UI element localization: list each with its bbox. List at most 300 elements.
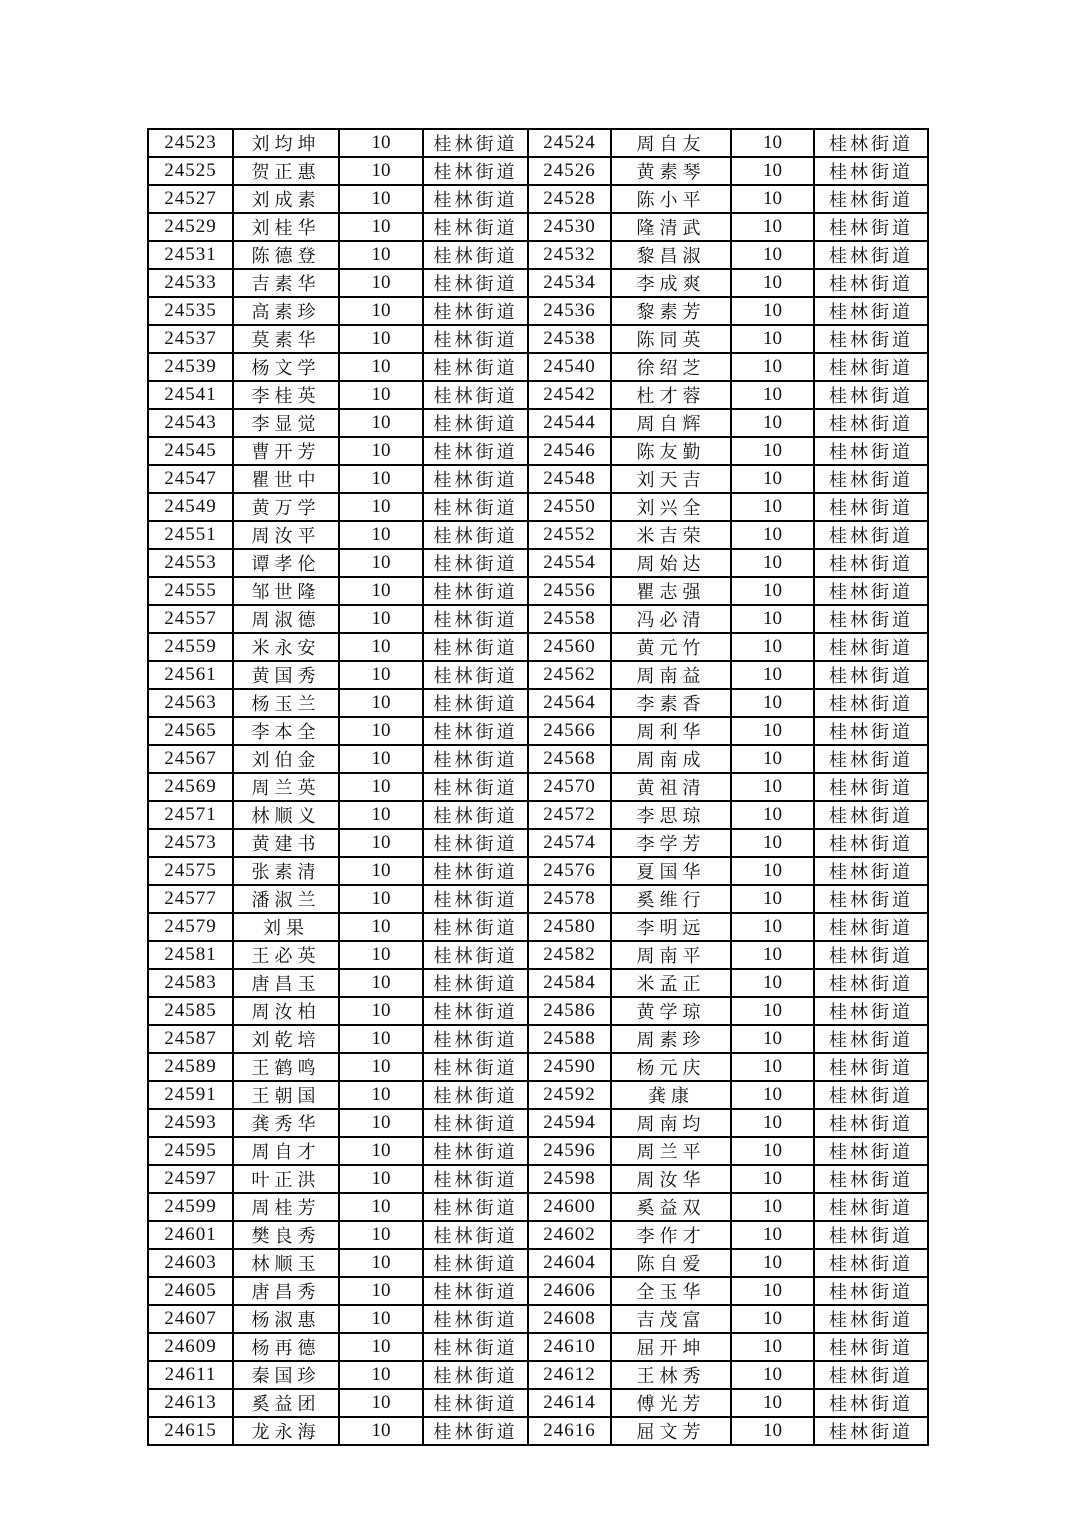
entry-value-cell: 10 — [731, 213, 814, 241]
entry-id-cell: 24552 — [528, 521, 611, 549]
entry-name-cell: 王朝国 — [233, 1081, 339, 1109]
entry-value-cell: 10 — [731, 1109, 814, 1137]
entry-value-cell: 10 — [339, 1389, 423, 1417]
entry-id-cell: 24526 — [528, 157, 611, 185]
entry-name-cell: 唐昌秀 — [233, 1277, 339, 1305]
entry-street-cell: 桂林街道 — [423, 1277, 528, 1305]
table-row — [148, 969, 928, 997]
entry-value-cell: 10 — [731, 633, 814, 661]
entry-street-cell: 桂林街道 — [423, 269, 528, 297]
entry-street-cell: 桂林街道 — [423, 605, 528, 633]
entry-street-cell: 桂林街道 — [814, 829, 928, 857]
entry-street-cell: 桂林街道 — [423, 801, 528, 829]
entry-street-cell: 桂林街道 — [814, 1221, 928, 1249]
entry-street-cell: 桂林街道 — [814, 941, 928, 969]
entry-name-cell: 奚益团 — [233, 1389, 339, 1417]
entry-value-cell: 10 — [339, 269, 423, 297]
entry-value-cell: 10 — [339, 997, 423, 1025]
entry-name-cell: 隆清武 — [611, 213, 731, 241]
entry-value-cell: 10 — [731, 577, 814, 605]
entry-street-cell: 桂林街道 — [814, 493, 928, 521]
entry-name-cell: 刘成素 — [233, 185, 339, 213]
table-row — [148, 325, 928, 353]
entry-value-cell: 10 — [339, 549, 423, 577]
entry-name-cell: 李作才 — [611, 1221, 731, 1249]
entry-id-cell: 24558 — [528, 605, 611, 633]
entry-id-cell: 24557 — [148, 605, 233, 633]
entry-street-cell: 桂林街道 — [423, 381, 528, 409]
entry-value-cell: 10 — [339, 1221, 423, 1249]
entry-id-cell: 24577 — [148, 885, 233, 913]
entry-street-cell: 桂林街道 — [423, 213, 528, 241]
entry-name-cell: 刘伯金 — [233, 745, 339, 773]
entry-value-cell: 10 — [339, 1109, 423, 1137]
entry-id-cell: 24611 — [148, 1361, 233, 1389]
table-row — [148, 493, 928, 521]
entry-street-cell: 桂林街道 — [423, 353, 528, 381]
table-row — [148, 997, 928, 1025]
entry-id-cell: 24525 — [148, 157, 233, 185]
entry-value-cell: 10 — [731, 1053, 814, 1081]
entry-name-cell: 黄学琼 — [611, 997, 731, 1025]
entry-name-cell: 周素珍 — [611, 1025, 731, 1053]
entry-id-cell: 24556 — [528, 577, 611, 605]
entry-id-cell: 24540 — [528, 353, 611, 381]
entry-value-cell: 10 — [339, 325, 423, 353]
entry-value-cell: 10 — [731, 1137, 814, 1165]
table-row — [148, 1165, 928, 1193]
entry-name-cell: 米孟正 — [611, 969, 731, 997]
entry-id-cell: 24600 — [528, 1193, 611, 1221]
table-row — [148, 241, 928, 269]
entry-value-cell: 10 — [339, 241, 423, 269]
table-row — [148, 885, 928, 913]
entry-id-cell: 24548 — [528, 465, 611, 493]
entry-value-cell: 10 — [731, 325, 814, 353]
entry-value-cell: 10 — [731, 353, 814, 381]
entry-value-cell: 10 — [731, 1361, 814, 1389]
entry-value-cell: 10 — [339, 969, 423, 997]
entry-name-cell: 张素清 — [233, 857, 339, 885]
entry-name-cell: 屈开坤 — [611, 1333, 731, 1361]
entry-name-cell: 周自辉 — [611, 409, 731, 437]
entry-street-cell: 桂林街道 — [814, 465, 928, 493]
table-row — [148, 1249, 928, 1277]
entry-street-cell: 桂林街道 — [423, 1333, 528, 1361]
entry-value-cell: 10 — [731, 801, 814, 829]
entry-name-cell: 贺正惠 — [233, 157, 339, 185]
entry-name-cell: 瞿世中 — [233, 465, 339, 493]
entry-street-cell: 桂林街道 — [423, 129, 528, 157]
table-row — [148, 269, 928, 297]
entry-id-cell: 24569 — [148, 773, 233, 801]
entry-id-cell: 24581 — [148, 941, 233, 969]
entry-value-cell: 10 — [731, 129, 814, 157]
entry-value-cell: 10 — [339, 829, 423, 857]
entry-street-cell: 桂林街道 — [814, 129, 928, 157]
entry-street-cell: 桂林街道 — [423, 1249, 528, 1277]
entry-street-cell: 桂林街道 — [814, 353, 928, 381]
entry-value-cell: 10 — [731, 1305, 814, 1333]
entry-name-cell: 周兰英 — [233, 773, 339, 801]
entry-street-cell: 桂林街道 — [814, 773, 928, 801]
entry-street-cell: 桂林街道 — [423, 913, 528, 941]
entry-name-cell: 叶正洪 — [233, 1165, 339, 1193]
entry-id-cell: 24539 — [148, 353, 233, 381]
entry-value-cell: 10 — [731, 381, 814, 409]
entry-id-cell: 24585 — [148, 997, 233, 1025]
entry-name-cell: 樊良秀 — [233, 1221, 339, 1249]
entry-value-cell: 10 — [731, 185, 814, 213]
entry-name-cell: 徐绍芝 — [611, 353, 731, 381]
entry-value-cell: 10 — [731, 689, 814, 717]
entry-name-cell: 米吉荣 — [611, 521, 731, 549]
entry-value-cell: 10 — [731, 745, 814, 773]
entry-name-cell: 龚秀华 — [233, 1109, 339, 1137]
entry-id-cell: 24572 — [528, 801, 611, 829]
table-row — [148, 1193, 928, 1221]
entry-name-cell: 高素珍 — [233, 297, 339, 325]
entry-street-cell: 桂林街道 — [423, 157, 528, 185]
entry-value-cell: 10 — [731, 605, 814, 633]
entry-id-cell: 24562 — [528, 661, 611, 689]
entry-street-cell: 桂林街道 — [814, 1053, 928, 1081]
entry-id-cell: 24613 — [148, 1389, 233, 1417]
entry-street-cell: 桂林街道 — [814, 1361, 928, 1389]
entry-value-cell: 10 — [339, 773, 423, 801]
entry-name-cell: 周始达 — [611, 549, 731, 577]
entry-id-cell: 24530 — [528, 213, 611, 241]
entry-id-cell: 24586 — [528, 997, 611, 1025]
entry-value-cell: 10 — [731, 157, 814, 185]
entry-name-cell: 刘乾培 — [233, 1025, 339, 1053]
table-row — [148, 577, 928, 605]
entry-id-cell: 24549 — [148, 493, 233, 521]
entry-value-cell: 10 — [339, 857, 423, 885]
entry-value-cell: 10 — [339, 1193, 423, 1221]
table-row — [148, 633, 928, 661]
entry-value-cell: 10 — [731, 1389, 814, 1417]
entry-value-cell: 10 — [731, 549, 814, 577]
entry-name-cell: 黄万学 — [233, 493, 339, 521]
table-row — [148, 801, 928, 829]
entry-id-cell: 24589 — [148, 1053, 233, 1081]
entry-street-cell: 桂林街道 — [423, 969, 528, 997]
entry-id-cell: 24528 — [528, 185, 611, 213]
entry-street-cell: 桂林街道 — [423, 493, 528, 521]
entry-name-cell: 米永安 — [233, 633, 339, 661]
entry-id-cell: 24565 — [148, 717, 233, 745]
entry-name-cell: 杨再德 — [233, 1333, 339, 1361]
entry-id-cell: 24590 — [528, 1053, 611, 1081]
table-row — [148, 1361, 928, 1389]
entry-value-cell: 10 — [731, 241, 814, 269]
entry-street-cell: 桂林街道 — [814, 325, 928, 353]
entry-id-cell: 24583 — [148, 969, 233, 997]
entry-name-cell: 杨文学 — [233, 353, 339, 381]
entry-id-cell: 24555 — [148, 577, 233, 605]
entry-value-cell: 10 — [339, 885, 423, 913]
table-row — [148, 1109, 928, 1137]
entry-name-cell: 陈同英 — [611, 325, 731, 353]
entry-name-cell: 周南益 — [611, 661, 731, 689]
entry-value-cell: 10 — [731, 1165, 814, 1193]
entry-id-cell: 24612 — [528, 1361, 611, 1389]
entry-street-cell: 桂林街道 — [423, 633, 528, 661]
entry-street-cell: 桂林街道 — [423, 521, 528, 549]
entry-name-cell: 李明远 — [611, 913, 731, 941]
entry-id-cell: 24546 — [528, 437, 611, 465]
entry-value-cell: 10 — [731, 1333, 814, 1361]
entry-id-cell: 24597 — [148, 1165, 233, 1193]
entry-street-cell: 桂林街道 — [423, 465, 528, 493]
entry-street-cell: 桂林街道 — [814, 997, 928, 1025]
entry-name-cell: 陈德登 — [233, 241, 339, 269]
entry-id-cell: 24591 — [148, 1081, 233, 1109]
table-row — [148, 521, 928, 549]
entry-street-cell: 桂林街道 — [423, 689, 528, 717]
entry-name-cell: 奚维行 — [611, 885, 731, 913]
entry-id-cell: 24544 — [528, 409, 611, 437]
entry-street-cell: 桂林街道 — [423, 577, 528, 605]
entry-street-cell: 桂林街道 — [814, 857, 928, 885]
entry-name-cell: 刘兴全 — [611, 493, 731, 521]
entry-id-cell: 24536 — [528, 297, 611, 325]
entry-street-cell: 桂林街道 — [814, 745, 928, 773]
entry-value-cell: 10 — [339, 493, 423, 521]
entry-value-cell: 10 — [339, 157, 423, 185]
entry-name-cell: 周汝华 — [611, 1165, 731, 1193]
table-row — [148, 661, 928, 689]
entry-value-cell: 10 — [339, 941, 423, 969]
entry-id-cell: 24588 — [528, 1025, 611, 1053]
entry-id-cell: 24553 — [148, 549, 233, 577]
table-row — [148, 1417, 928, 1445]
entry-street-cell: 桂林街道 — [423, 185, 528, 213]
entry-id-cell: 24602 — [528, 1221, 611, 1249]
entry-name-cell: 刘果 — [233, 913, 339, 941]
entry-name-cell: 李本全 — [233, 717, 339, 745]
entry-name-cell: 黄素琴 — [611, 157, 731, 185]
entry-street-cell: 桂林街道 — [814, 381, 928, 409]
entry-id-cell: 24527 — [148, 185, 233, 213]
entry-value-cell: 10 — [339, 577, 423, 605]
entry-name-cell: 刘桂华 — [233, 213, 339, 241]
entry-value-cell: 10 — [731, 717, 814, 745]
entry-value-cell: 10 — [339, 1053, 423, 1081]
entry-value-cell: 10 — [731, 829, 814, 857]
roster-table — [147, 128, 929, 1446]
entry-name-cell: 林顺玉 — [233, 1249, 339, 1277]
entry-street-cell: 桂林街道 — [814, 689, 928, 717]
entry-id-cell: 24550 — [528, 493, 611, 521]
entry-street-cell: 桂林街道 — [423, 325, 528, 353]
entry-name-cell: 屈文芳 — [611, 1417, 731, 1445]
entry-id-cell: 24563 — [148, 689, 233, 717]
entry-name-cell: 周自才 — [233, 1137, 339, 1165]
entry-street-cell: 桂林街道 — [814, 1417, 928, 1445]
entry-id-cell: 24594 — [528, 1109, 611, 1137]
entry-id-cell: 24570 — [528, 773, 611, 801]
entry-name-cell: 周汝平 — [233, 521, 339, 549]
entry-name-cell: 杨玉兰 — [233, 689, 339, 717]
entry-name-cell: 龙永海 — [233, 1417, 339, 1445]
table-row — [148, 409, 928, 437]
table-row — [148, 297, 928, 325]
entry-street-cell: 桂林街道 — [423, 1053, 528, 1081]
entry-id-cell: 24523 — [148, 129, 233, 157]
entry-street-cell: 桂林街道 — [814, 1165, 928, 1193]
entry-street-cell: 桂林街道 — [814, 157, 928, 185]
entry-value-cell: 10 — [339, 1249, 423, 1277]
entry-street-cell: 桂林街道 — [423, 1109, 528, 1137]
entry-name-cell: 周南成 — [611, 745, 731, 773]
entry-id-cell: 24554 — [528, 549, 611, 577]
entry-street-cell: 桂林街道 — [814, 801, 928, 829]
entry-street-cell: 桂林街道 — [423, 297, 528, 325]
entry-name-cell: 莫素华 — [233, 325, 339, 353]
entry-name-cell: 黎素芳 — [611, 297, 731, 325]
entry-street-cell: 桂林街道 — [814, 577, 928, 605]
entry-name-cell: 陈自爱 — [611, 1249, 731, 1277]
entry-street-cell: 桂林街道 — [814, 549, 928, 577]
entry-id-cell: 24595 — [148, 1137, 233, 1165]
entry-id-cell: 24615 — [148, 1417, 233, 1445]
entry-street-cell: 桂林街道 — [814, 605, 928, 633]
entry-id-cell: 24560 — [528, 633, 611, 661]
entry-name-cell: 李显觉 — [233, 409, 339, 437]
entry-id-cell: 24580 — [528, 913, 611, 941]
entry-value-cell: 10 — [731, 941, 814, 969]
entry-value-cell: 10 — [731, 1249, 814, 1277]
entry-id-cell: 24587 — [148, 1025, 233, 1053]
roster-body — [148, 129, 928, 1445]
table-row — [148, 381, 928, 409]
entry-name-cell: 黄祖清 — [611, 773, 731, 801]
entry-street-cell: 桂林街道 — [814, 185, 928, 213]
entry-id-cell: 24578 — [528, 885, 611, 913]
entry-value-cell: 10 — [731, 465, 814, 493]
entry-name-cell: 王必英 — [233, 941, 339, 969]
entry-value-cell: 10 — [731, 857, 814, 885]
entry-id-cell: 24616 — [528, 1417, 611, 1445]
entry-id-cell: 24533 — [148, 269, 233, 297]
entry-value-cell: 10 — [339, 129, 423, 157]
entry-value-cell: 10 — [731, 1221, 814, 1249]
entry-name-cell: 陈友勤 — [611, 437, 731, 465]
entry-value-cell: 10 — [339, 1277, 423, 1305]
table-row — [148, 745, 928, 773]
entry-name-cell: 周自友 — [611, 129, 731, 157]
entry-street-cell: 桂林街道 — [423, 997, 528, 1025]
entry-street-cell: 桂林街道 — [814, 1389, 928, 1417]
table-row — [148, 1333, 928, 1361]
entry-street-cell: 桂林街道 — [814, 1109, 928, 1137]
entry-name-cell: 吉茂富 — [611, 1305, 731, 1333]
entry-value-cell: 10 — [731, 521, 814, 549]
table-row — [148, 213, 928, 241]
entry-value-cell: 10 — [339, 605, 423, 633]
table-row — [148, 829, 928, 857]
entry-value-cell: 10 — [339, 353, 423, 381]
table-row — [148, 129, 928, 157]
entry-street-cell: 桂林街道 — [423, 1221, 528, 1249]
entry-street-cell: 桂林街道 — [814, 717, 928, 745]
entry-name-cell: 唐昌玉 — [233, 969, 339, 997]
entry-name-cell: 周南均 — [611, 1109, 731, 1137]
entry-name-cell: 龚康 — [611, 1081, 731, 1109]
entry-street-cell: 桂林街道 — [423, 941, 528, 969]
entry-street-cell: 桂林街道 — [814, 913, 928, 941]
entry-id-cell: 24564 — [528, 689, 611, 717]
entry-name-cell: 李成爽 — [611, 269, 731, 297]
entry-value-cell: 10 — [339, 1361, 423, 1389]
entry-street-cell: 桂林街道 — [423, 661, 528, 689]
entry-id-cell: 24545 — [148, 437, 233, 465]
entry-value-cell: 10 — [731, 1081, 814, 1109]
table-row — [148, 549, 928, 577]
entry-id-cell: 24593 — [148, 1109, 233, 1137]
entry-street-cell: 桂林街道 — [814, 213, 928, 241]
entry-name-cell: 刘均坤 — [233, 129, 339, 157]
entry-street-cell: 桂林街道 — [814, 269, 928, 297]
entry-value-cell: 10 — [731, 969, 814, 997]
entry-value-cell: 10 — [731, 1193, 814, 1221]
table-row — [148, 1137, 928, 1165]
entry-street-cell: 桂林街道 — [423, 1305, 528, 1333]
entry-id-cell: 24524 — [528, 129, 611, 157]
entry-name-cell: 秦国珍 — [233, 1361, 339, 1389]
entry-name-cell: 林顺义 — [233, 801, 339, 829]
entry-street-cell: 桂林街道 — [814, 885, 928, 913]
entry-street-cell: 桂林街道 — [814, 1193, 928, 1221]
entry-street-cell: 桂林街道 — [423, 549, 528, 577]
entry-street-cell: 桂林街道 — [814, 1249, 928, 1277]
entry-street-cell: 桂林街道 — [423, 409, 528, 437]
entry-id-cell: 24604 — [528, 1249, 611, 1277]
entry-street-cell: 桂林街道 — [423, 885, 528, 913]
entry-street-cell: 桂林街道 — [423, 1081, 528, 1109]
entry-street-cell: 桂林街道 — [814, 241, 928, 269]
entry-id-cell: 24610 — [528, 1333, 611, 1361]
entry-street-cell: 桂林街道 — [423, 1165, 528, 1193]
entry-name-cell: 杨淑惠 — [233, 1305, 339, 1333]
entry-id-cell: 24542 — [528, 381, 611, 409]
entry-value-cell: 10 — [731, 773, 814, 801]
entry-name-cell: 全玉华 — [611, 1277, 731, 1305]
entry-value-cell: 10 — [339, 633, 423, 661]
entry-value-cell: 10 — [339, 1081, 423, 1109]
entry-id-cell: 24568 — [528, 745, 611, 773]
entry-value-cell: 10 — [731, 913, 814, 941]
entry-name-cell: 夏国华 — [611, 857, 731, 885]
entry-name-cell: 周南平 — [611, 941, 731, 969]
entry-name-cell: 傅光芳 — [611, 1389, 731, 1417]
table-row — [148, 913, 928, 941]
entry-street-cell: 桂林街道 — [423, 1417, 528, 1445]
entry-value-cell: 10 — [339, 213, 423, 241]
entry-street-cell: 桂林街道 — [423, 829, 528, 857]
entry-id-cell: 24601 — [148, 1221, 233, 1249]
entry-value-cell: 10 — [339, 409, 423, 437]
entry-value-cell: 10 — [339, 521, 423, 549]
entry-id-cell: 24606 — [528, 1277, 611, 1305]
entry-value-cell: 10 — [731, 1277, 814, 1305]
entry-name-cell: 冯必清 — [611, 605, 731, 633]
entry-value-cell: 10 — [731, 997, 814, 1025]
entry-street-cell: 桂林街道 — [423, 857, 528, 885]
entry-street-cell: 桂林街道 — [814, 1081, 928, 1109]
